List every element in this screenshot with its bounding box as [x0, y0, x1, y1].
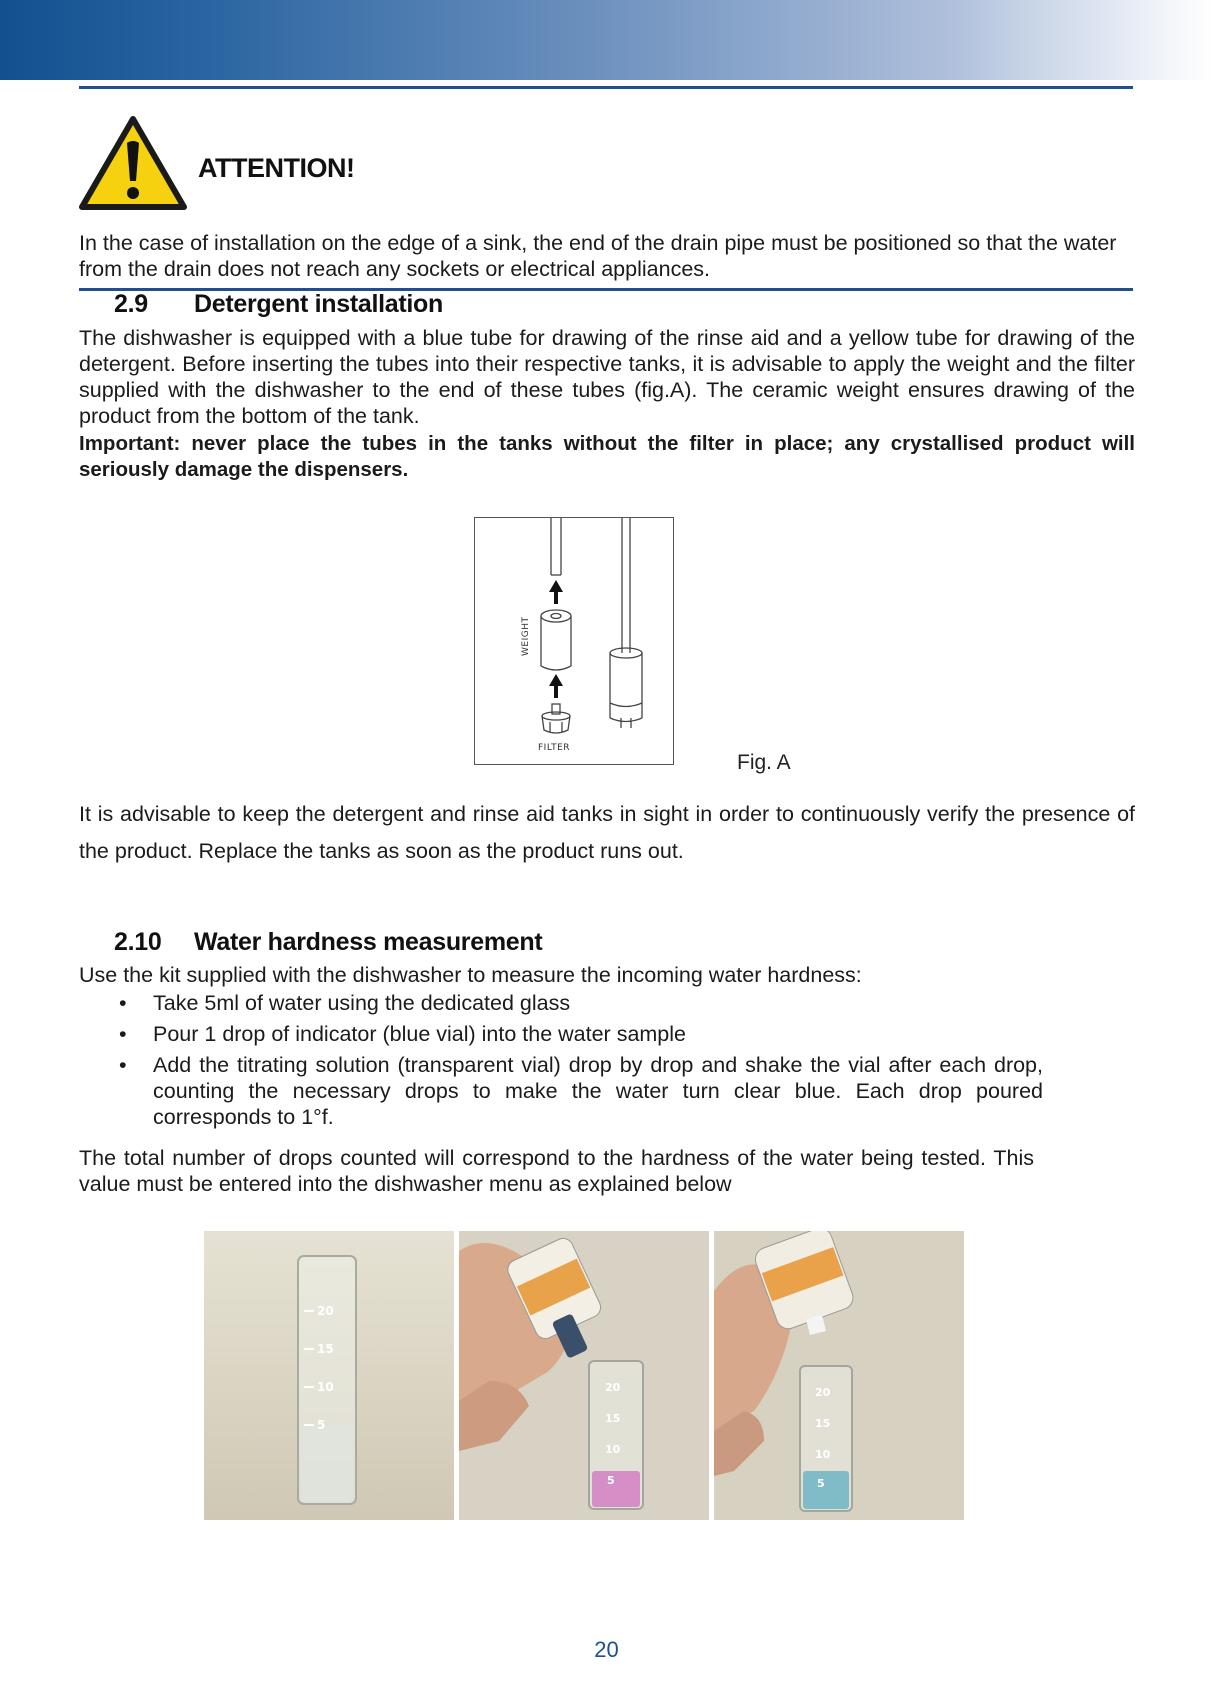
scale-10: 10	[317, 1380, 334, 1394]
header-banner	[0, 0, 1213, 80]
scale-20: 20	[317, 1304, 334, 1318]
page-number: 20	[594, 1637, 619, 1662]
svg-text:5: 5	[817, 1477, 825, 1490]
svg-text:5: 5	[607, 1474, 615, 1487]
list-item: • Take 5ml of water using the dedicated glass	[119, 991, 571, 1015]
svg-text:20: 20	[815, 1386, 831, 1399]
list-item: • Pour 1 drop of indicator (blue vial) into the water sample	[119, 1022, 686, 1046]
filter-label: FILTER	[538, 743, 571, 753]
warning-icon	[78, 115, 188, 211]
attention-text: In the case of installation on the edge of a sink, the end of the drain pipe must be positioned so that the water from the drain does not reach any sockets or electrical appliances.	[79, 231, 1117, 281]
top-divider	[79, 86, 1133, 89]
section-heading-2-10	[114, 928, 542, 957]
detergent-paragraph: The dishwasher is equipped with a blue tube for drawing of the rinse aid and a yellow tube for drawing of the detergent. Before inserting the tubes into their respective tanks, it is advisable to apply the weight and the filter supplied with the dishwasher to the end of these tubes (fig.A). The ceramic weight ensures drawing of the product from the bottom of the tank.	[79, 326, 1135, 428]
attention-heading: ATTENTION!	[198, 153, 355, 183]
figure-caption: Fig. A	[737, 751, 791, 774]
hardness-intro: Use the kit supplied with the dishwasher to measure the incoming water hardness:	[79, 963, 862, 987]
svg-text:10: 10	[815, 1448, 831, 1461]
section-title: Water hardness measurement	[194, 928, 543, 956]
section-number: 2.9	[114, 290, 148, 318]
svg-text:20: 20	[605, 1381, 621, 1394]
section-title: Detergent installation	[194, 290, 443, 318]
hardness-closing: The total number of drops counted will correspond to the hardness of the water being tested. This value must be entered into the dishwasher menu as explained below	[79, 1146, 1034, 1196]
weight-label: WEIGHT	[521, 616, 531, 656]
tanks-visibility-paragraph: It is advisable to keep the detergent and rinse aid tanks in sight in order to continuously verify the presence of the product. Replace the tanks as soon as the product runs out.	[79, 802, 1135, 863]
list-item: • Add the titrating solution (transparent vial) drop by drop and shake the vial after each drop, counting the necessary drops to make the water turn clear blue. Each drop poured corresponds to 1°f.	[119, 1053, 1043, 1129]
important-note: Important: never place the tubes in the tanks without the filter in place; any crystallised product will seriously damage the dispensers.	[79, 432, 1135, 481]
weight-filter-diagram	[475, 518, 673, 764]
scale-15: 15	[317, 1342, 334, 1356]
figure-a	[474, 517, 674, 765]
section-heading-2-9	[114, 290, 443, 319]
svg-text:10: 10	[605, 1443, 621, 1456]
procedure-steps	[79, 990, 1079, 1135]
photo-titrating-solution	[714, 1231, 964, 1520]
photo-indicator-drop	[459, 1231, 709, 1520]
section-number: 2.10	[114, 928, 162, 956]
svg-text:15: 15	[605, 1412, 621, 1425]
svg-text:15: 15	[815, 1417, 831, 1430]
photo-water-sample	[204, 1231, 454, 1520]
scale-5: 5	[317, 1418, 326, 1432]
